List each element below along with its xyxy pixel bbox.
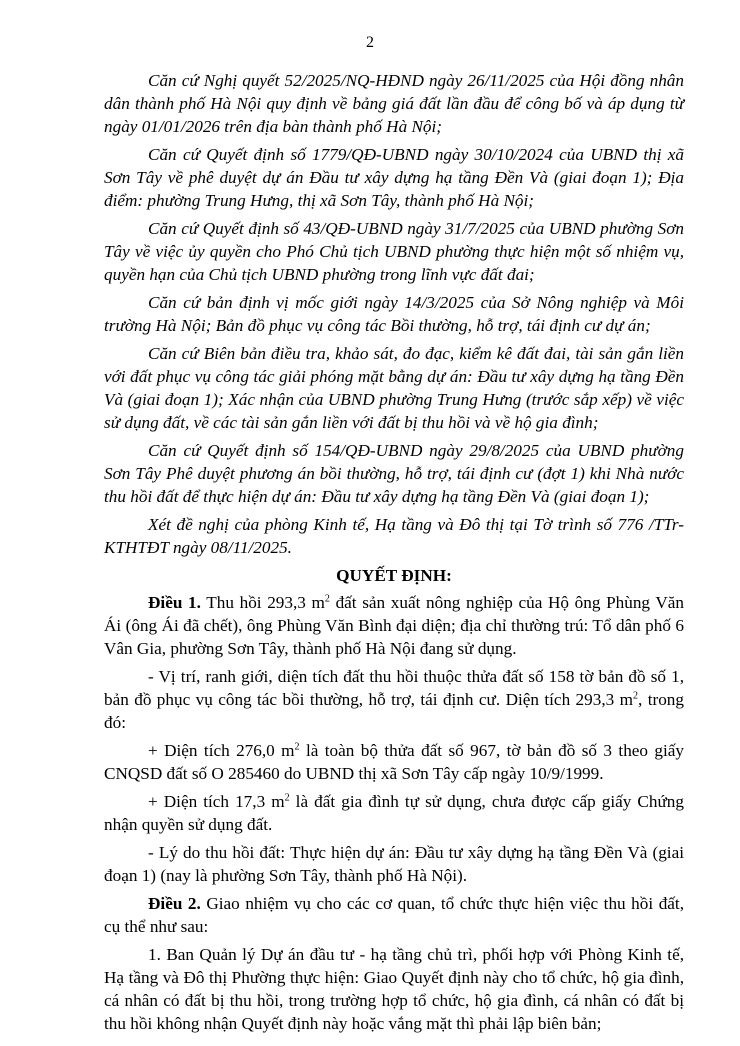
preamble-paragraph: Xét đề nghị của phòng Kinh tế, Hạ tầng và Đô thị tại Tờ trình số 776 /TTr-KTHTĐT ngày 08/11/2025.: [104, 515, 684, 557]
decision-heading: QUYẾT ĐỊNH:: [336, 566, 452, 585]
location-text-a: - Vị trí, ranh giới, diện tích đất thu hồi thuộc thửa đất số 158 tờ bản đồ số 1, bản đồ phục vụ công tác bồi thường, hỗ trợ, tái định cư. Diện tích 293,3 m: [104, 667, 684, 709]
preamble-paragraph: Căn cứ Quyết định số 1779/QĐ-UBND ngày 30/10/2024 của UBND thị xã Sơn Tây về phê duyệt dự án Đầu tư xây dựng hạ tầng Đền Và (giai đoạn 1); Địa điểm: phường Trung Hưng, thị xã Sơn Tây, thành phố Hà Nội;: [104, 145, 684, 210]
location-paragraph: [104, 665, 684, 734]
preamble-paragraph: Căn cứ Quyết định số 154/QĐ-UBND ngày 29/8/2025 của UBND phường Sơn Tây Phê duyệt phương án bồi thường, hỗ trợ, tái định cư (đợt 1) khi Nhà nước thu hồi đất để thực hiện dự án: Đầu tư xây dựng hạ tầng Đền Và (giai đoạn 1);: [104, 441, 684, 506]
preamble-paragraph: Căn cứ bản định vị mốc giới ngày 14/3/2025 của Sở Nông nghiệp và Môi trường Hà Nội; Bản đồ phục vụ công tác Bồi thường, hỗ trợ, tái định cư dự án;: [104, 293, 684, 335]
preamble-paragraph: Căn cứ Quyết định số 43/QĐ-UBND ngày 31/7/2025 của UBND phường Sơn Tây về việc ủy quyền cho Phó Chủ tịch UBND phường thực hiện một số nhiệm vụ, quyền hạn của Chủ tịch UBND phường trong lĩnh vực đất đai;: [104, 219, 684, 284]
page-number: 2: [366, 34, 374, 51]
article-2-text: Giao nhiệm vụ cho các cơ quan, tổ chức thực hiện việc thu hồi đất, cụ thể như sau:: [104, 894, 684, 936]
superscript: 2: [633, 690, 639, 702]
location-text-b: , trong đó:: [104, 690, 684, 732]
article-2: [104, 892, 684, 938]
task-item-1: 1. Ban Quản lý Dự án đầu tư - hạ tầng chủ trì, phối hợp với Phòng Kinh tế, Hạ tầng và Đô thị Phường thực hiện: Giao Quyết định này cho tổ chức, hộ gia đình, cá nhân có đất bị thu hồi, trong trường hợp tổ chức, hộ gia đình, cá nhân có đất bị thu hồi không nhận Quyết định này hoặc vắng mặt thì phải lập biên bản;: [104, 945, 684, 1033]
area-1-text-b: là toàn bộ thửa đất số 967, tờ bản đồ số 3 theo giấy CNQSD đất số O 285460 do UBND thị xã Sơn Tây cấp ngày 10/9/1999.: [104, 741, 685, 783]
superscript: 2: [324, 593, 330, 605]
area-item-1: [104, 739, 684, 785]
reason-paragraph: - Lý do thu hồi đất: Thực hiện dự án: Đầu tư xây dựng hạ tầng Đền Và (giai đoạn 1) (nay là phường Sơn Tây, thành phố Hà Nội).: [104, 843, 684, 885]
superscript: 2: [294, 741, 300, 753]
article-2-label: Điều 2.: [148, 894, 201, 913]
area-1-text-a: + Diện tích 276,0 m: [148, 741, 295, 760]
area-2-text-b: là đất gia đình tự sử dụng, chưa được cấp giấy Chứng nhận quyền sử dụng đất.: [104, 792, 684, 834]
area-2-text-a: + Diện tích 17,3 m: [148, 792, 285, 811]
document-body: [104, 69, 684, 1040]
preamble-paragraph: Căn cứ Biên bản điều tra, khảo sát, đo đạc, kiểm kê đất đai, tài sản gắn liền với đất phục vụ công tác giải phóng mặt bằng dự án: Đầu tư xây dựng hạ tầng Đền Và (giai đoạn 1); Xác nhận của UBND phường Trung Hưng (trước sắp xếp) về việc sử dụng đất, về các tài sản gắn liền với đất bị thu hồi và về hộ gia đình;: [104, 344, 684, 432]
article-1-label: Điều 1.: [148, 593, 201, 612]
article-1: [104, 591, 684, 660]
article-1-text-a: Thu hồi 293,3 m: [200, 593, 325, 612]
area-item-2: [104, 790, 684, 836]
superscript: 2: [284, 792, 290, 804]
article-1-text-b: đất sản xuất nông nghiệp của Hộ ông Phùng Văn Ái (ông Ái đã chết), ông Phùng Văn Bình đại diện; địa chỉ thường trú: Tổ dân phố 6 Vân Gia, phường Sơn Tây, thành phố Hà Nội đang sử dụng.: [104, 593, 684, 658]
preamble-paragraph: Căn cứ Nghị quyết 52/2025/NQ-HĐND ngày 26/11/2025 của Hội đồng nhân dân thành phố Hà Nội quy định về bảng giá đất lần đầu để công bố và áp dụng từ ngày 01/01/2026 trên địa bàn thành phố Hà Nội;: [104, 71, 684, 136]
